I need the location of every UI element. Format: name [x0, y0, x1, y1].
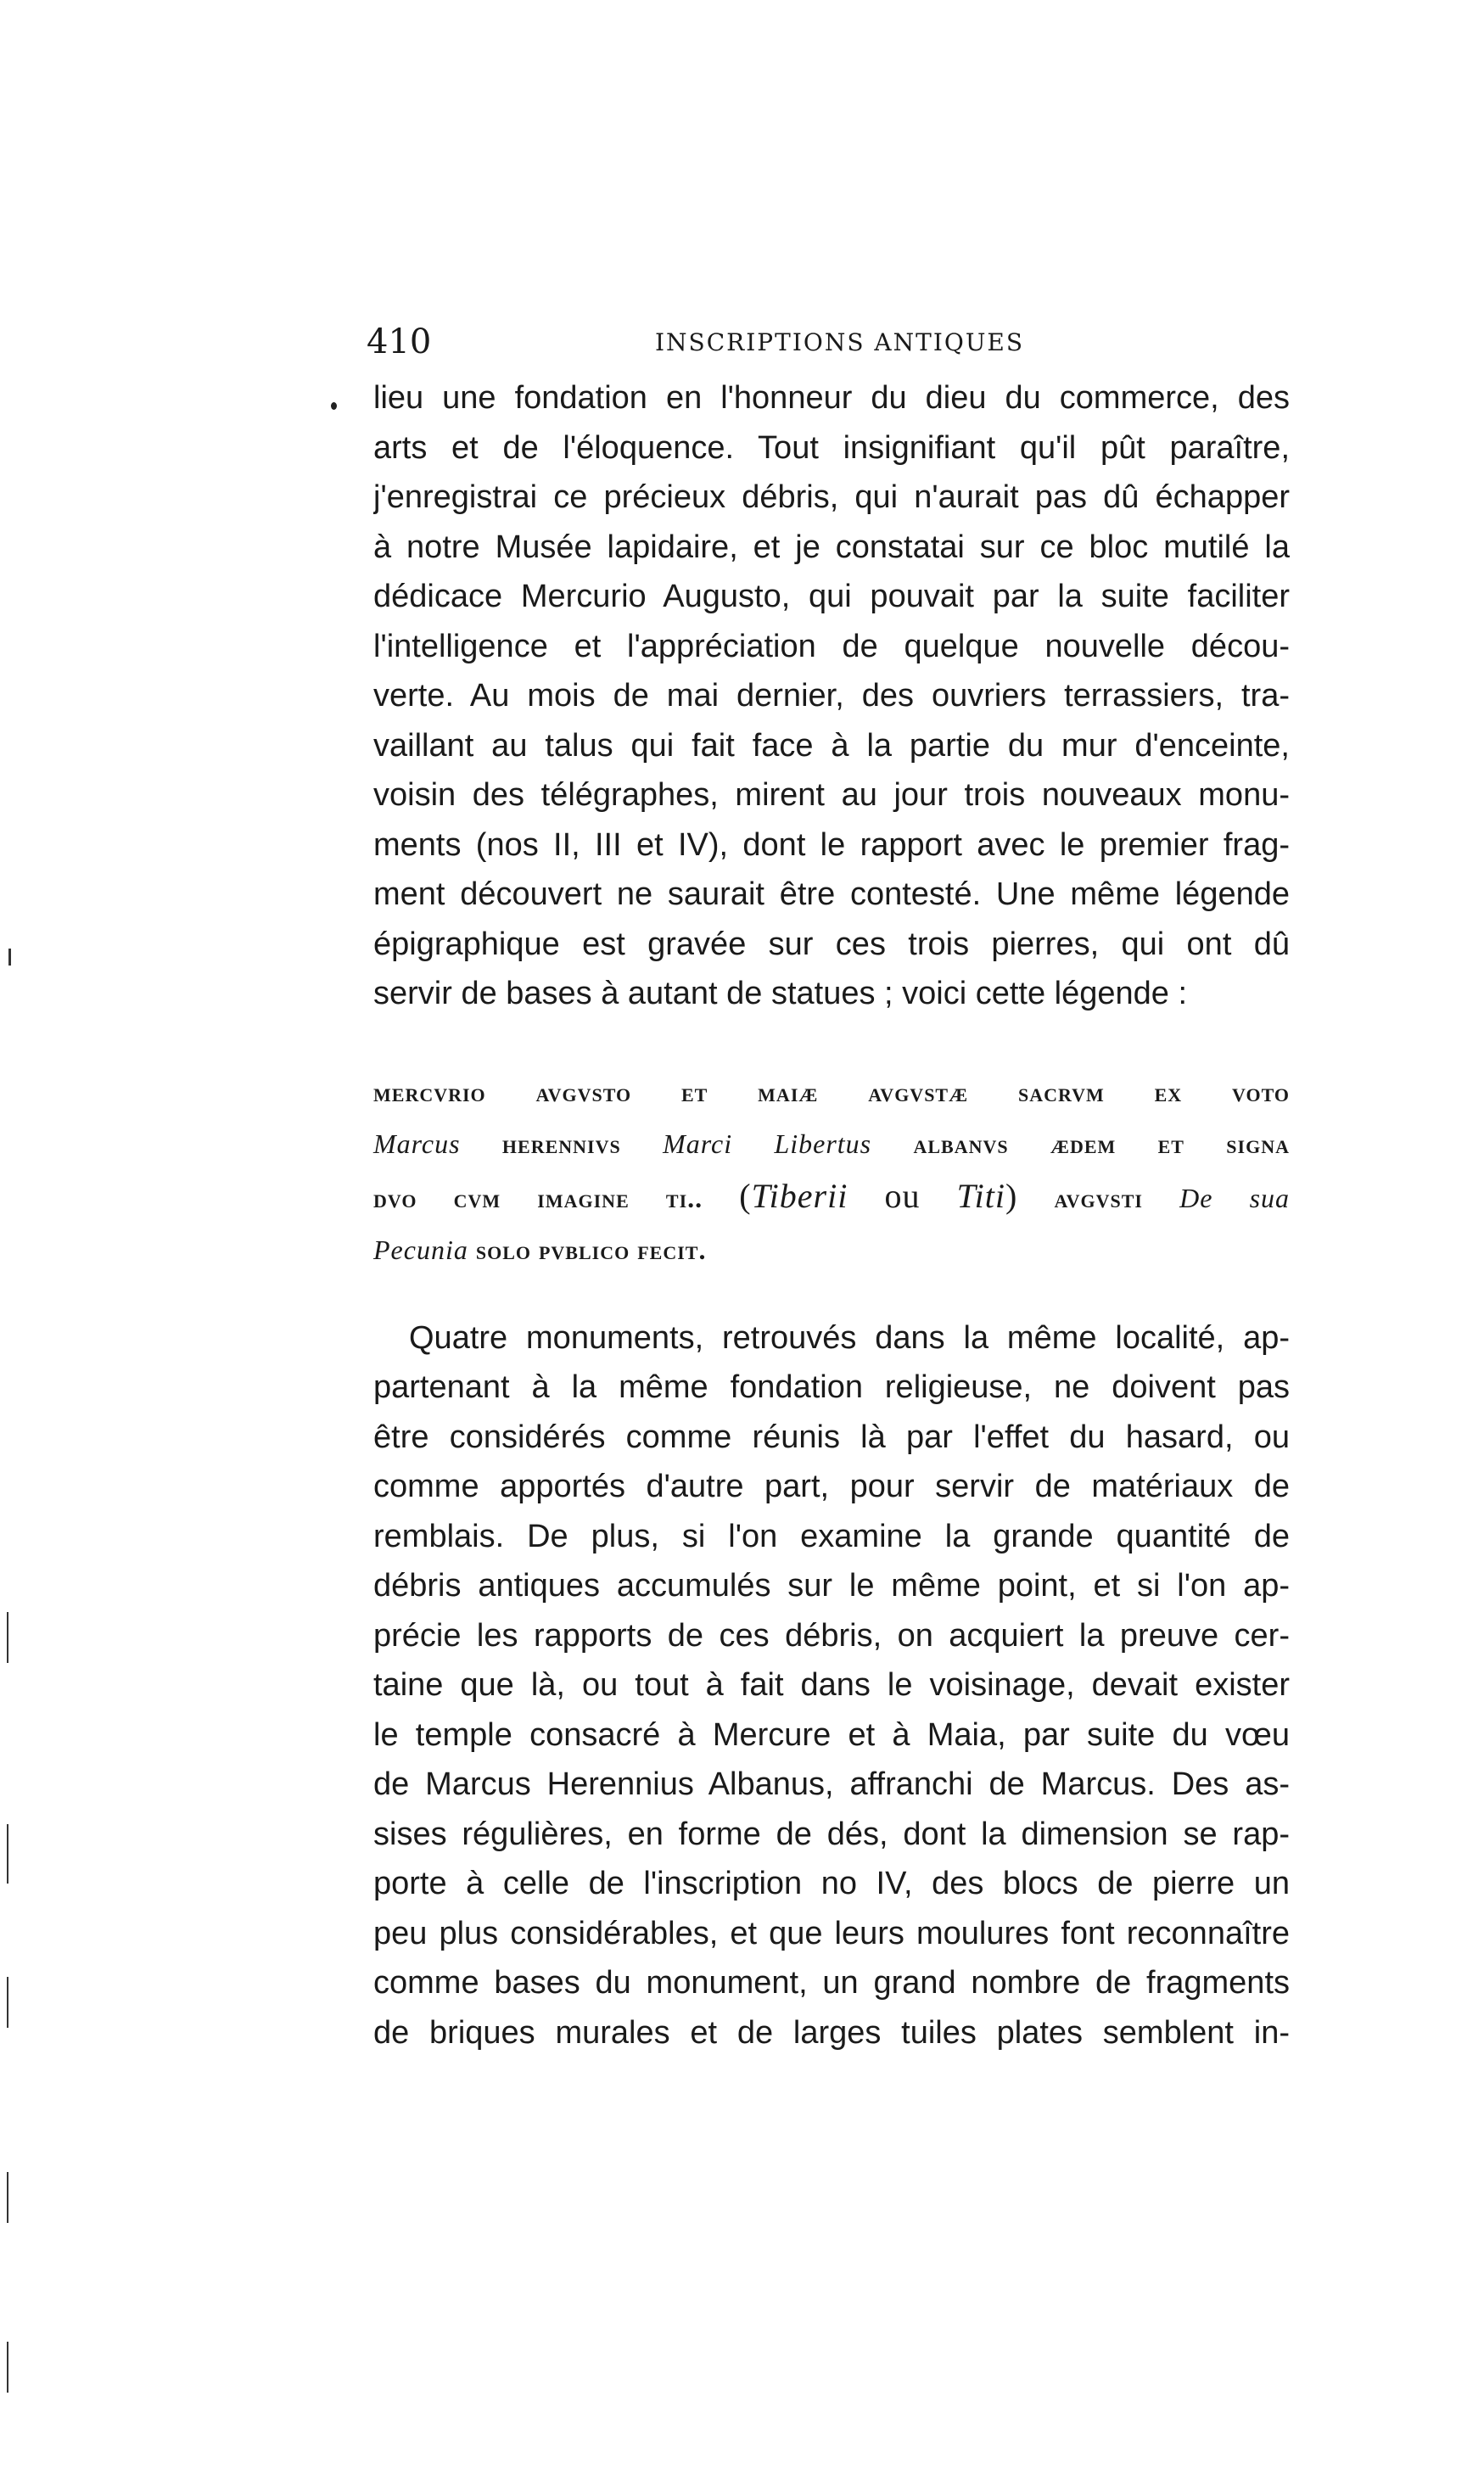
- text-line: comme bases du monument, un grand nombre de fragments: [373, 1965, 1290, 2001]
- text-line: peu plus considérables, et que leurs moulures font reconnaître: [373, 1915, 1290, 1951]
- inscription-line: [373, 1224, 1290, 1276]
- inscription-line: [373, 1170, 1290, 1224]
- inscription-text: Marcus: [373, 1128, 461, 1159]
- text-line: arts et de l'éloquence. Tout insignifiant qu'il pût paraître,: [373, 429, 1290, 466]
- text-line: précie les rapports de ces débris, on acquiert la preuve cer-: [373, 1617, 1290, 1654]
- text-line: de briques murales et de larges tuiles plates semblent in-: [373, 2014, 1290, 2051]
- text-line: servir de bases à autant de statues ; voici cette légende :: [373, 976, 1188, 1011]
- text-line: remblais. De plus, si l'on examine la grande quantité de: [373, 1518, 1290, 1554]
- page-number: 410: [367, 322, 432, 361]
- inscription-line: [373, 1118, 1290, 1170]
- inscription-text: (: [739, 1176, 752, 1215]
- text-line: comme apportés d'autre part, pour servir de matériaux de: [373, 1469, 1290, 1504]
- paragraph-1: [373, 373, 1290, 1019]
- text-line: de Marcus Herennius Albanus, affranchi de Marcus. Des as-: [373, 1766, 1290, 1802]
- inscription-text: Pecunia: [373, 1234, 468, 1265]
- margin-mark: [7, 2342, 8, 2393]
- text-line: verte. Au mois de mai dernier, des ouvriers terrassiers, tra-: [373, 678, 1290, 714]
- margin-mark: [7, 1977, 8, 2028]
- text-line: porte à celle de l'inscription no IV, des blocs de pierre un: [373, 1866, 1290, 1901]
- margin-mark: [8, 949, 11, 966]
- inscription-text: herennivs: [501, 1128, 621, 1159]
- text-line: à notre Musée lapidaire, et je constatai sur ce bloc mutilé la: [373, 529, 1290, 565]
- text-line: lieu une fondation en l'honneur du dieu du commerce, des: [373, 380, 1290, 416]
- body-text: [373, 373, 1290, 2057]
- paragraph-2: [373, 1313, 1290, 2058]
- text-line: partenant à la même fondation religieuse, ne doivent pas: [373, 1369, 1290, 1405]
- inscription-text: Marci: [663, 1128, 733, 1159]
- latin-inscription: [373, 1066, 1290, 1276]
- text-line: l'intelligence et l'appréciation de quelque nouvelle décou-: [373, 628, 1290, 664]
- margin-mark: [7, 2172, 8, 2223]
- text-line: sises régulières, en forme de dés, dont la dimension se rap-: [373, 1816, 1290, 1852]
- margin-speck: [331, 402, 337, 410]
- text-line: vaillant au talus qui fait face à la partie du mur d'enceinte,: [373, 727, 1290, 764]
- inscription-text: Tiberii: [751, 1176, 848, 1215]
- text-line: être considérés comme réunis là par l'effet du hasard, ou: [373, 1419, 1290, 1455]
- inscription-line: [373, 1066, 1290, 1118]
- inscription-text: Titi: [956, 1176, 1006, 1215]
- text-line: dédicace Mercurio Augusto, qui pouvait par la suite faciliter: [373, 579, 1290, 614]
- running-head: [367, 321, 1308, 363]
- inscription-text: dvo cvm imagine ti..: [373, 1182, 703, 1213]
- text-line: Quatre monuments, retrouvés dans la même localité, ap-: [409, 1319, 1290, 1356]
- inscription-text: ): [1005, 1176, 1018, 1215]
- inscription-text: mercvrio avgvsto et maiæ avgvstæ sacrvm ex voto: [373, 1076, 1290, 1107]
- text-line: débris antiques accumulés sur le même point, et si l'on ap-: [373, 1568, 1290, 1604]
- text-line: taine que là, ou tout à fait dans le voisinage, devait exister: [373, 1667, 1290, 1703]
- text-line: ment découvert ne saurait être contesté. Une même légende: [373, 876, 1290, 912]
- inscription-text: ou: [884, 1176, 921, 1215]
- text-line: voisin des télégraphes, mirent au jour trois nouveaux monu-: [373, 777, 1290, 813]
- inscription-text: albanvs ædem et signa: [913, 1128, 1290, 1159]
- inscription-text: Libertus: [774, 1128, 872, 1159]
- text-line: le temple consacré à Mercure et à Maia, par suite du vœu: [373, 1716, 1290, 1753]
- inscription-text: solo pvblico fecit.: [475, 1234, 707, 1265]
- inscription-text: avgvsti: [1054, 1182, 1143, 1213]
- text-line: épigraphique est gravée sur ces trois pierres, qui ont dû: [373, 926, 1290, 962]
- inscription-text: sua: [1249, 1182, 1291, 1213]
- header-title: INSCRIPTIONS ANTIQUES: [655, 328, 1025, 356]
- text-line: j'enregistrai ce précieux débris, qui n'aurait pas dû échapper: [373, 479, 1290, 515]
- margin-mark: [7, 1612, 8, 1663]
- inscription-text: De: [1179, 1182, 1213, 1213]
- margin-mark: [7, 1824, 8, 1884]
- text-line: ments (nos II, III et IV), dont le rapport avec le premier frag-: [373, 826, 1290, 863]
